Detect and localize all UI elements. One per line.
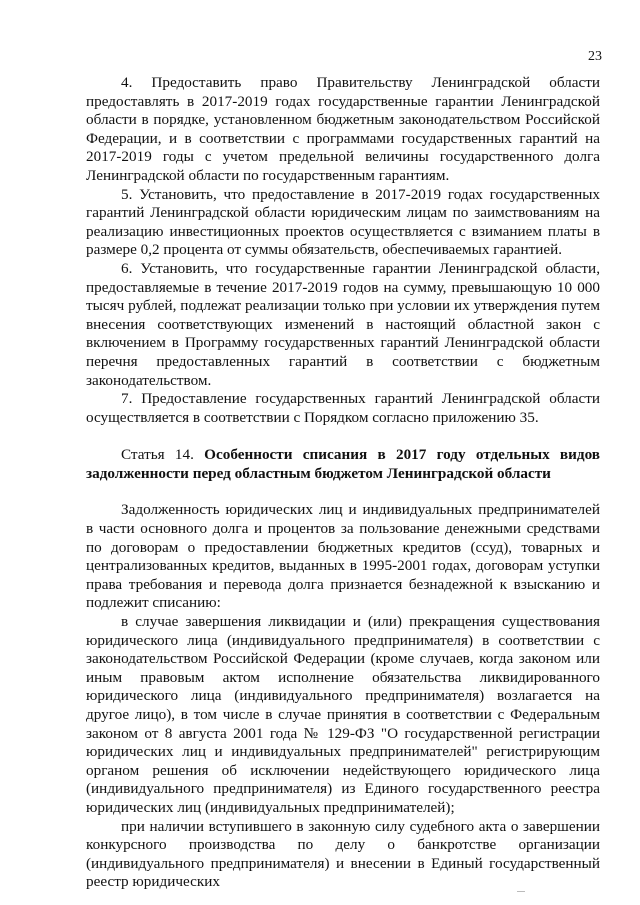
paragraph-liquidation-case: в случае завершения ликвидации и (или) прекращения существования юридического лица (индивидуального предпринимателя) в соответствии с законодательством Российской Федерации (кроме случаев, когда законом или иным правовым актом исполнение обязательства ликвидированного юридического лица (индивидуального предпринимателя) возлагается на другое лицо), в том числе в случае принятия в соответствии с Федеральным законом от 8 августа 2001 года № 129-ФЗ "О государственной регистрации юридических лиц и индивидуальных предпринимателей" регистрирующим органом решения об исключении недействующего юридического лица (индивидуального предпринимателя) из Единого государственного реестра юридических лиц (индивидуальных предпринимателей);: [86, 613, 600, 816]
article-title: Особенности списания в 2017 году отдельных видов задолженности перед областным бюджетом Ленинградской области: [86, 446, 600, 482]
paragraph-debt-intro: Задолженность юридических лиц и индивидуальных предпринимателей в части основного долга и процентов за пользование денежными средствами по договорам о предоставлении бюджетных кредитов (ссуд), товарных и централизованных кредитов, выданных в 1995-2001 годах, договорам уступки права требования и перевода долга признается безнадежной к взысканию и подлежит списанию:: [86, 501, 600, 612]
paragraph-item-5: 5. Установить, что предоставление в 2017-2019 годах государственных гарантий Ленинградской области юридическим лицам по заимствованиям на реализацию инвестиционных проектов осуществляется с взиманием платы в размере 0,2 процента от суммы обязательств, обеспечиваемых гарантией.: [86, 185, 600, 259]
page-number: 23: [588, 49, 602, 64]
paragraph-bankruptcy-case: при наличии вступившего в законную силу судебного акта о завершении конкурсного производства по делу о банкротстве организации (индивидуального предпринимателя) и внесении в Единый государственный реестр юридических: [86, 817, 600, 891]
paragraph-item-4: 4. Предоставить право Правительству Ленинградской области предоставлять в 2017-2019 годах государственные гарантии Ленинградской области в порядке, установленном бюджетным законодательством Российской Федерации, и в соответствии с программами государственных гарантий на 2017-2019 годы с учетом предельной величины государственного долга Ленинградской области по государственным гарантиям.: [86, 74, 600, 184]
spacer: [86, 427, 600, 446]
article-heading: [86, 446, 600, 483]
paragraph-item-6: 6. Установить, что государственные гарантии Ленинградской области, предоставляемые в течение 2017-2019 годов на сумму, превышающую 10 000 тысяч рублей, подлежат реализации только при условии их утверждения путем внесения соответствующих изменений в настоящий областной закон с включением в Программу государственных гарантий Ленинградской области перечня предоставленных гарантий в соответствии с бюджетным законодательством.: [86, 259, 600, 389]
spacer: [86, 483, 600, 501]
document-body: [86, 74, 600, 892]
scan-mark: [517, 891, 525, 892]
paragraph-item-7: 7. Предоставление государственных гарантий Ленинградской области осуществляется в соответствии с Порядком согласно приложению 35.: [86, 390, 600, 426]
article-number: Статья 14.: [121, 446, 194, 464]
